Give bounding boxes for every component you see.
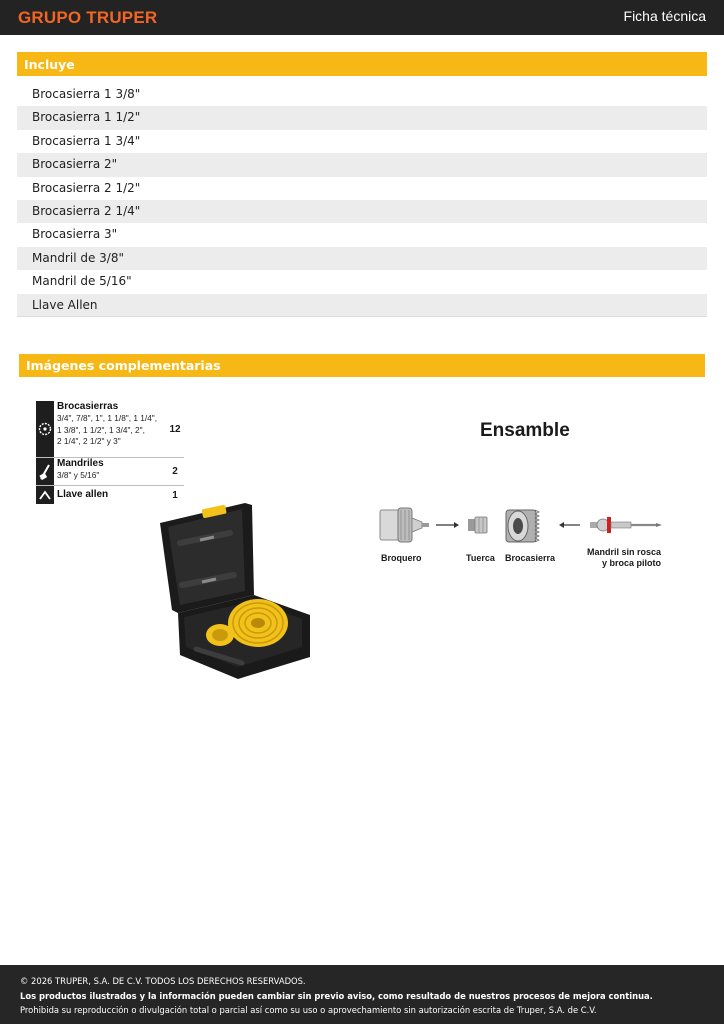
contents-sizes: 3/4", 7/8", 1", 1 1/8", 1 1/4", bbox=[57, 413, 158, 423]
label-mandril bbox=[587, 547, 661, 569]
list-item: Brocasierra 3" bbox=[32, 227, 118, 242]
incluye-list bbox=[17, 83, 707, 317]
footer bbox=[0, 965, 724, 1024]
footer-copyright: © 2026 TRUPER, S.A. DE C.V. TODOS LOS DERECHOS RESERVADOS. bbox=[20, 976, 306, 986]
footer-prohibition: Prohibida su reproducción o divulgación total o parcial así como su uso o aprovechamiento sin autorización escrita de Truper, S.A. de C.V. bbox=[20, 1005, 597, 1015]
list-item: Brocasierra 2 1/2" bbox=[32, 180, 141, 195]
list-item: Mandril de 5/16" bbox=[32, 274, 132, 289]
list-item: Llave Allen bbox=[17, 294, 707, 317]
contents-row-brocasierras bbox=[36, 401, 184, 458]
chuck-icon bbox=[380, 508, 429, 542]
arrow-left-icon bbox=[559, 522, 580, 528]
brand-logo[interactable]: GRUPO TRUPER bbox=[18, 8, 158, 27]
holesaw-icon bbox=[506, 510, 539, 542]
list-item: Brocasierra 2 1/4" bbox=[17, 200, 707, 223]
section-header-incluye: Incluye bbox=[17, 52, 707, 76]
contents-title: Llave allen bbox=[57, 489, 109, 500]
arrow-right-icon bbox=[436, 522, 459, 528]
contents-qty: 2 bbox=[172, 466, 178, 477]
contents-sizes: 2 1/4", 2 1/2" y 3" bbox=[57, 436, 121, 446]
list-item: Brocasierra 1 1/2" bbox=[17, 106, 707, 129]
contents-sizes: 3/8" y 5/16" bbox=[57, 470, 100, 480]
contents-title: Brocasierras bbox=[57, 401, 119, 412]
product-case-image bbox=[150, 495, 320, 685]
allen-key-icon bbox=[36, 486, 54, 504]
document-type: Ficha técnica bbox=[623, 8, 706, 24]
arbor-icon bbox=[36, 458, 54, 485]
contents-card bbox=[36, 401, 184, 504]
list-item: Brocasierra 1 3/4" bbox=[32, 133, 141, 148]
list-item: Brocasierra 2" bbox=[17, 153, 707, 176]
contents-title: Mandriles bbox=[57, 458, 104, 469]
list-item: Mandril de 3/8" bbox=[17, 247, 707, 270]
label-broquero: Broquero bbox=[381, 553, 422, 563]
contents-sizes: 1 3/8", 1 1/2", 1 3/4", 2", bbox=[57, 424, 145, 435]
ensamble-title: Ensamble bbox=[480, 420, 570, 441]
top-bar bbox=[0, 0, 724, 35]
holesaw-icon bbox=[36, 401, 54, 457]
contents-row-mandriles bbox=[36, 458, 184, 486]
nut-icon bbox=[468, 517, 487, 533]
label-tuerca: Tuerca bbox=[466, 553, 495, 563]
arbor-pilot-icon bbox=[590, 517, 662, 533]
list-item: Brocasierra 1 3/8" bbox=[32, 87, 141, 101]
label-mandril-line2: y broca piloto bbox=[602, 558, 662, 568]
label-mandril-line1: Mandril sin rosca bbox=[587, 547, 662, 557]
contents-qty: 1 bbox=[172, 489, 178, 501]
contents-qty: 12 bbox=[169, 423, 181, 435]
footer-notice: Los productos ilustrados y la información pueden cambiar sin previo aviso, como resultado de nuestros procesos de mejora continua. bbox=[20, 990, 653, 1001]
label-brocasierra: Brocasierra bbox=[505, 553, 556, 563]
section-header-imagenes: Imágenes complementarias bbox=[19, 354, 705, 377]
